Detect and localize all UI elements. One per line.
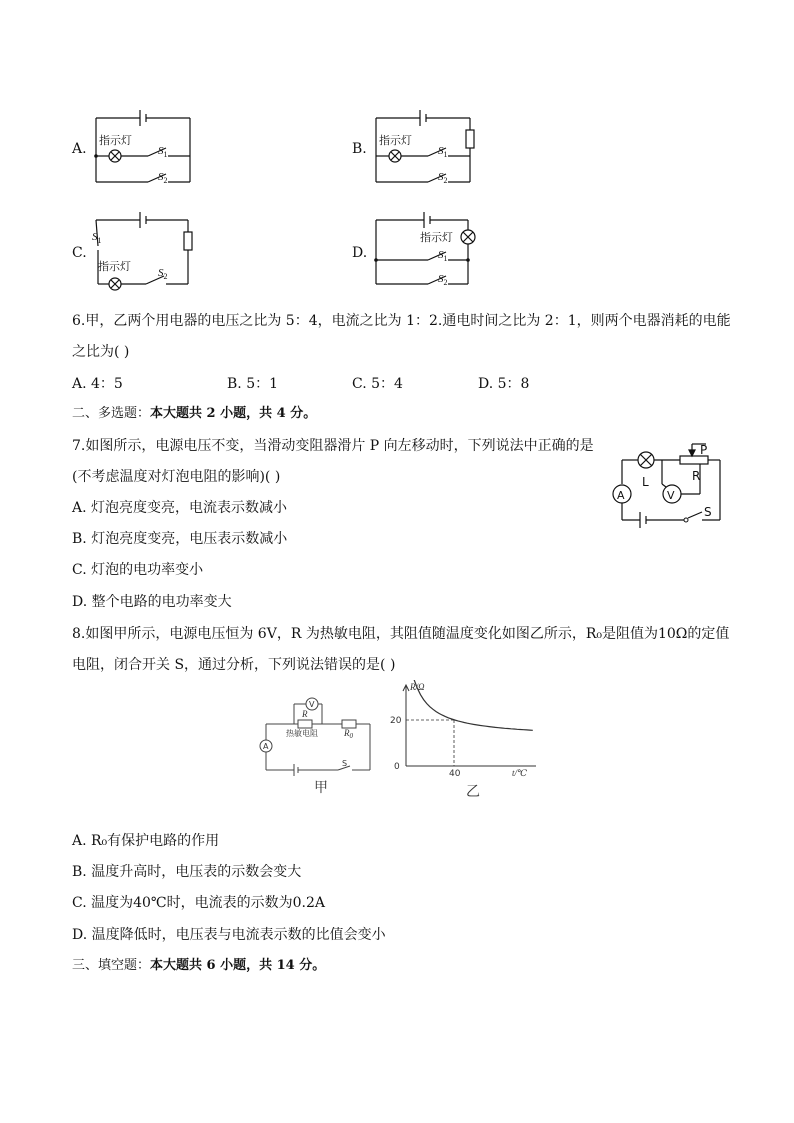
q8-figure-yi-graph: [386, 680, 566, 802]
svg-text:S1: $S_1$: [438, 145, 448, 159]
y-tick-label: 20: [390, 716, 402, 726]
option-d-letter: D.: [352, 245, 368, 261]
q7-option-c[interactable]: C. 灯泡的电功率变小: [72, 562, 204, 578]
option-c-letter: C.: [72, 245, 87, 261]
circuit-diagram-d: [368, 206, 480, 294]
q6-option-a[interactable]: A. 4：5: [72, 376, 123, 392]
lamp-label: 指示灯: [420, 231, 453, 244]
svg-text:S2: $S_2$: [438, 171, 448, 185]
lamp-label: 指示灯: [98, 260, 131, 273]
figure-caption-jia: 甲: [314, 780, 328, 796]
svg-text:R: R: [692, 469, 701, 483]
svg-text:S: S: [704, 505, 712, 519]
q8-option-c[interactable]: C. 温度为40℃时，电流表的示数为0.2A: [72, 895, 325, 911]
q7-option-d[interactable]: D. 整个电路的电功率变大: [72, 594, 232, 610]
svg-text:A: A: [617, 489, 625, 502]
circuit-diagram-c: [88, 206, 198, 294]
svg-text:P: P: [700, 443, 708, 457]
svg-text:S: S: [342, 759, 348, 768]
q6-option-c[interactable]: C. 5：4: [352, 376, 403, 392]
q7-stem-line2: (不考虑温度对灯泡电阻的影响)( ): [72, 469, 281, 485]
q6-option-d[interactable]: D. 5：8: [478, 376, 530, 392]
figure-caption-yi: 乙: [466, 784, 480, 800]
svg-text:S1: $S_1$: [438, 249, 448, 263]
q8-option-a[interactable]: A. R₀有保护电路的作用: [72, 833, 220, 849]
q8-option-b[interactable]: B. 温度升高时，电压表的示数会变大: [72, 864, 302, 880]
option-a-letter: A.: [72, 141, 87, 157]
q7-option-a[interactable]: A. 灯泡亮度变亮，电流表示数减小: [72, 500, 288, 516]
q8-figure-jia: [256, 690, 380, 798]
svg-text:S2: $S_2$: [438, 273, 448, 287]
svg-text:R: R: [302, 709, 308, 719]
svg-text:S2: $S_2$: [158, 171, 168, 185]
q8-option-d[interactable]: D. 温度降低时，电压表与电流表示数的比值会变小: [72, 927, 386, 943]
x-axis-label: t/℃: [512, 768, 528, 778]
origin-label: 0: [394, 762, 400, 772]
svg-text:S1: $S_1$: [92, 231, 102, 245]
q6-stem-line2: 之比为( ): [72, 344, 130, 360]
q6-stem-line1: 6.甲，乙两个用电器的电压之比为 5：4，电流之比为 1：2.通电时间之比为 2：1，则两个电器消耗的电能: [72, 313, 731, 329]
svg-text:S2: $S_2$: [158, 267, 168, 281]
q7-stem-line1: 7.如图所示，电源电压不变，当滑动变阻器滑片 P 向左移动时，下列说法中正确的是: [72, 438, 594, 454]
q7-circuit-figure: [606, 440, 728, 534]
section-2-header: 二、多选题：本大题共 2 小题，共 4 分。: [72, 406, 317, 421]
q8-stem-line2: 电阻，闭合开关 S，通过分析，下列说法错误的是( ): [72, 657, 396, 673]
svg-text:热敏电阻: 热敏电阻: [286, 729, 318, 738]
q6-option-b[interactable]: B. 5：1: [227, 376, 279, 392]
circuit-diagram-b: [368, 106, 478, 188]
x-tick-label: 40: [449, 769, 461, 779]
svg-text:R0: $R_0$: [344, 728, 353, 740]
circuit-diagram-a: [88, 106, 198, 188]
svg-text:V: V: [667, 489, 675, 502]
section-3-header: 三、填空题：本大题共 6 小题，共 14 分。: [72, 958, 326, 973]
svg-text:A: A: [263, 742, 269, 751]
svg-text:V: V: [309, 700, 315, 709]
resistance-curve: [408, 680, 533, 730]
lamp-label: 指示灯: [379, 134, 412, 147]
q8-stem-line1: 8.如图甲所示，电源电压恒为 6V，R 为热敏电阻，其阻值随温度变化如图乙所示，R₀是阻值为10Ω的定值: [72, 626, 730, 642]
option-b-letter: B.: [352, 141, 367, 157]
q7-option-b[interactable]: B. 灯泡亮度变亮，电压表示数减小: [72, 531, 288, 547]
y-axis-label: R/Ω: [410, 682, 425, 692]
svg-text:S1: $S_1$: [158, 145, 168, 159]
lamp-label: 指示灯: [99, 134, 132, 147]
svg-text:L: L: [642, 475, 649, 489]
